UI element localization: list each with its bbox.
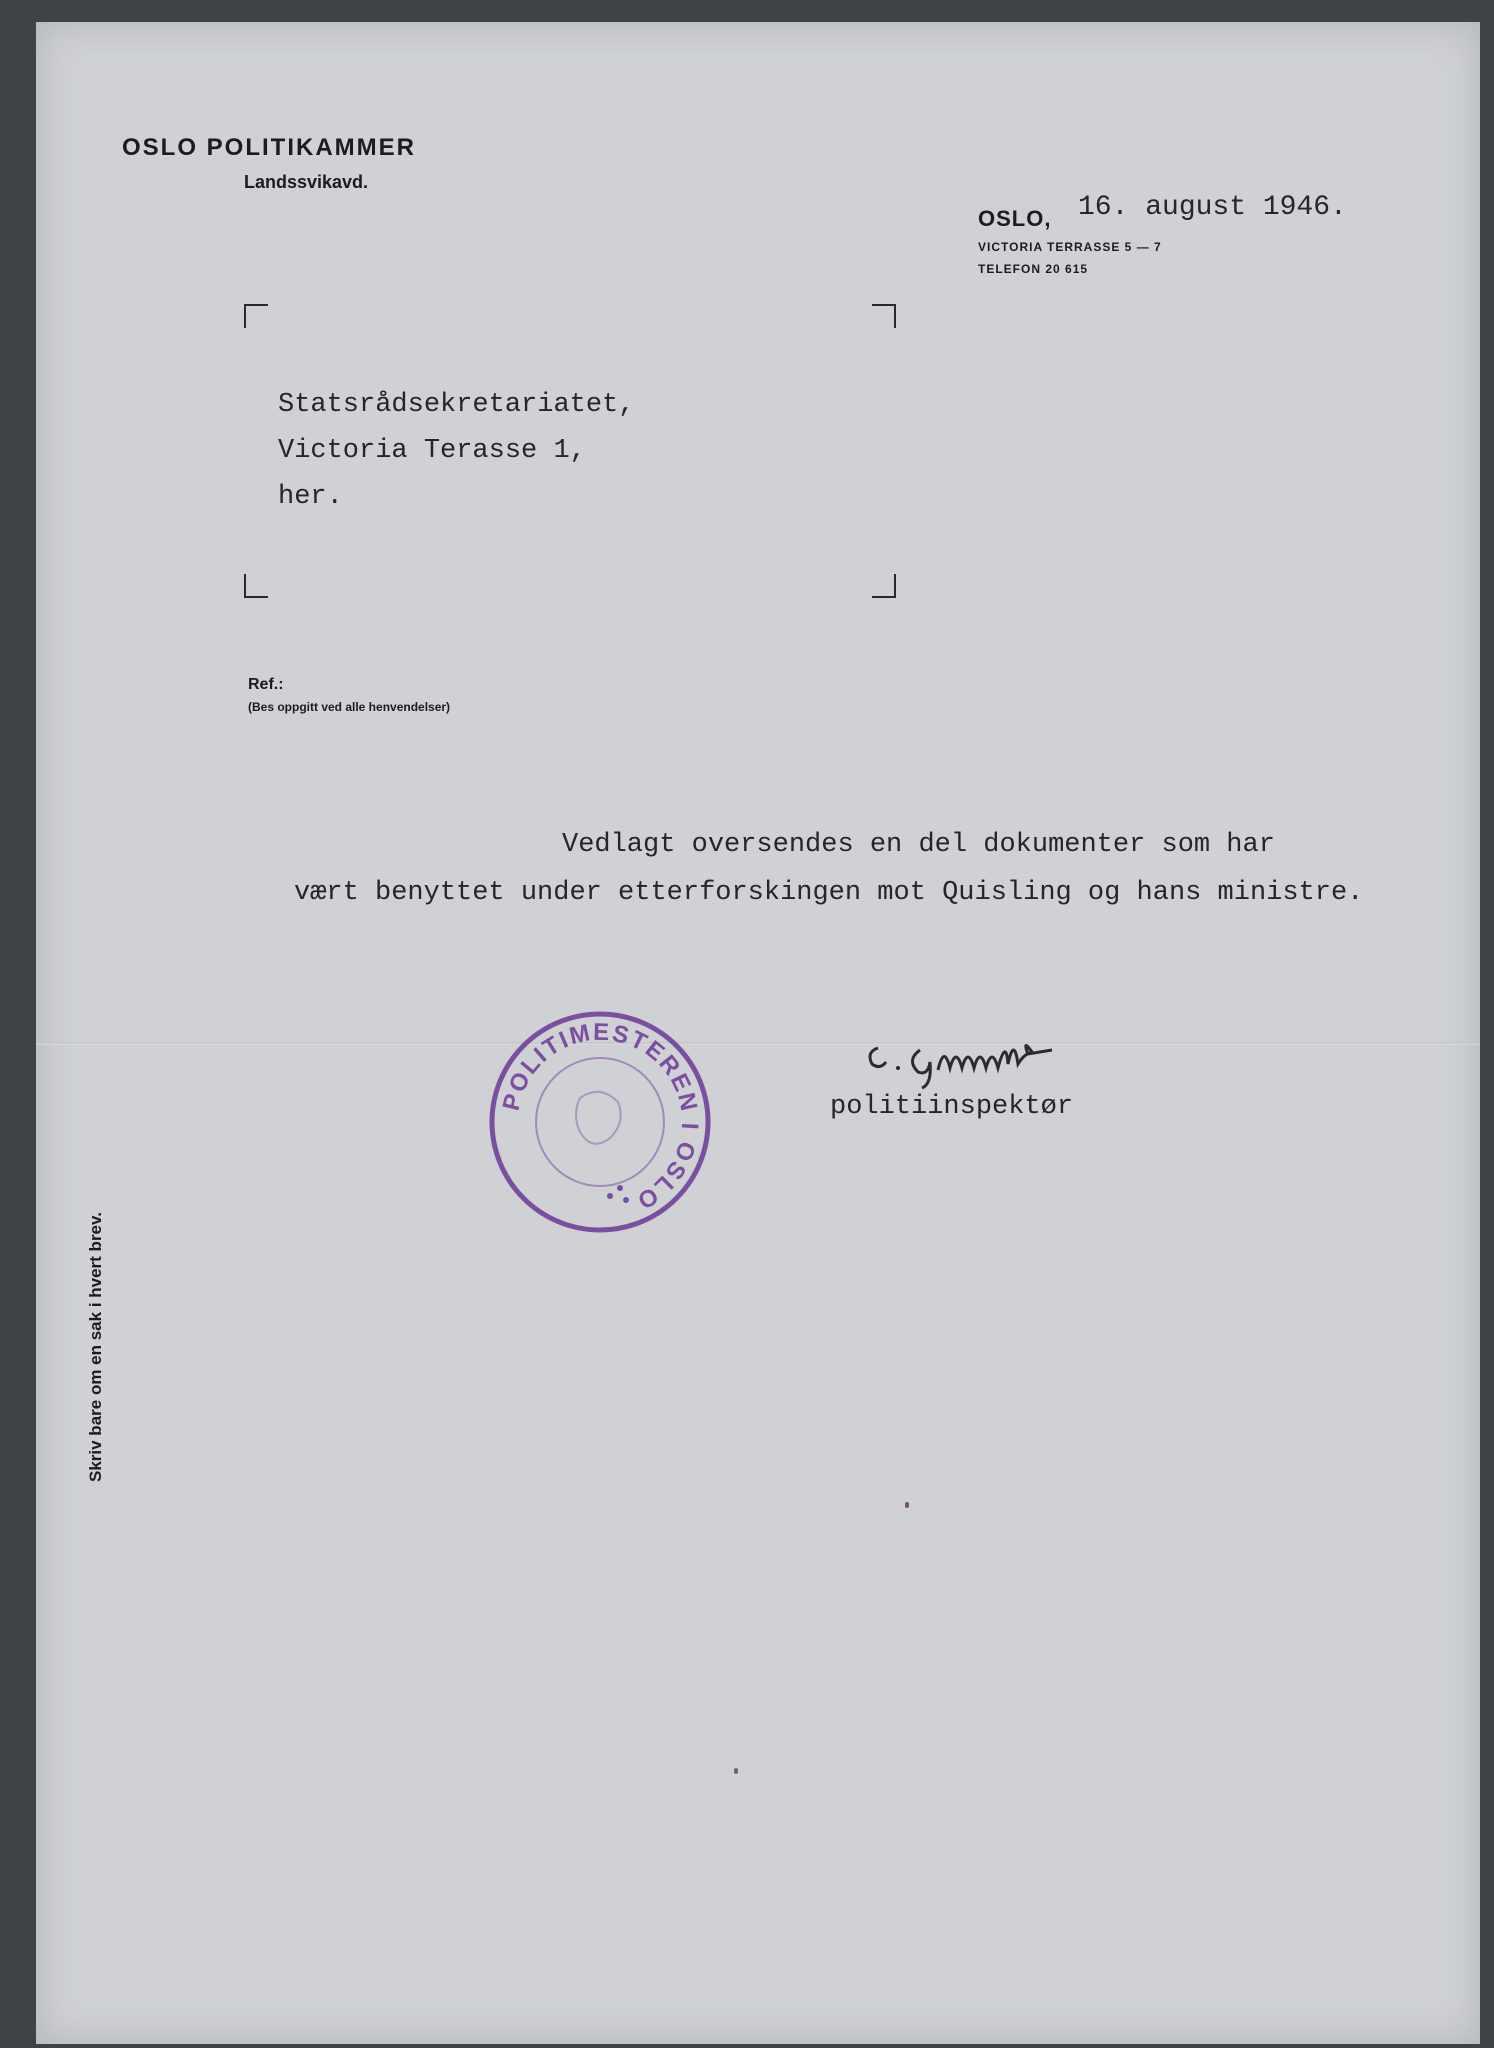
reference-note: (Bes oppgitt ved alle henvendelser)	[248, 700, 451, 714]
fold-line	[36, 1042, 1480, 1045]
organization-name: OSLO POLITIKAMMER	[122, 134, 416, 161]
address-window-corner-top-right	[872, 304, 896, 328]
recipient-line-2: Victoria Terasse 1,	[278, 436, 586, 466]
letter-date: 16. august 1946.	[1078, 192, 1347, 223]
paper-speck	[905, 1502, 909, 1508]
side-instruction: Skriv bare om en sak i hvert brev.	[86, 1212, 105, 1482]
official-stamp	[480, 1002, 720, 1242]
paper-speck	[734, 1768, 738, 1774]
sender-phone: TELEFON 20 615	[978, 262, 1089, 276]
letter-page	[36, 22, 1480, 2044]
signatory-title: politiinspektør	[830, 1092, 1074, 1122]
address-window-corner-bottom-right	[872, 574, 896, 598]
recipient-line-3: her.	[278, 482, 343, 512]
body-line-2: vært benyttet under etterforskingen mot Quisling og hans ministre.	[294, 878, 1364, 908]
handwritten-signature	[858, 1028, 1158, 1092]
svg-text:POLITIMESTEREN I OSLO: POLITIMESTEREN I OSLO	[497, 1018, 704, 1216]
department-name: Landssvikavd.	[244, 172, 369, 192]
address-window-corner-top-left	[244, 304, 268, 328]
city-label: OSLO,	[978, 206, 1052, 231]
body-line-1: Vedlagt oversendes en del dokumenter som har	[562, 830, 1275, 860]
recipient-line-1: Statsrådsekretariatet,	[278, 390, 635, 420]
address-window-corner-bottom-left	[244, 574, 268, 598]
reference-label: Ref.:	[248, 676, 284, 693]
sender-address: VICTORIA TERRASSE 5 — 7	[978, 240, 1162, 254]
